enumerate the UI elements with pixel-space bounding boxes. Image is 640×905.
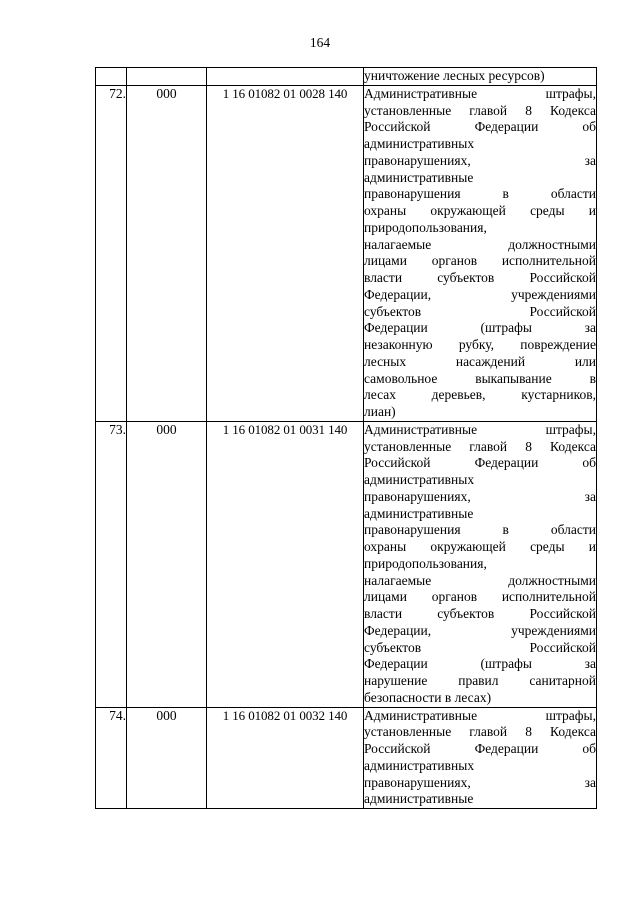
income-name-line: административные bbox=[364, 791, 474, 807]
row-number: 74. bbox=[96, 707, 127, 809]
income-name-line: безопасности в лесах) bbox=[364, 689, 492, 705]
income-name-line: Административные штрафы, bbox=[364, 707, 596, 723]
income-name-line: Федерации (штрафы за bbox=[364, 320, 596, 336]
admin-code: 000 bbox=[127, 421, 207, 707]
income-name-line: Российской Федерации об bbox=[364, 455, 596, 471]
income-name-line: власти субъектов Российской bbox=[364, 606, 596, 621]
admin-code: 000 bbox=[127, 85, 207, 421]
income-name-line: правонарушениях, за bbox=[364, 152, 596, 168]
income-name-line: лицами органов исполнительной bbox=[364, 589, 596, 605]
income-name-line: власти субъектов Российской bbox=[364, 270, 596, 285]
income-name-line: административных bbox=[364, 136, 475, 151]
table-row bbox=[96, 421, 597, 707]
income-name bbox=[364, 85, 597, 421]
row-number: 72. bbox=[96, 85, 127, 421]
income-name-line: налагаемые должностными bbox=[364, 572, 596, 588]
income-name-line: незаконную рубку, повреждение bbox=[364, 337, 596, 352]
income-name-line: Российской Федерации об bbox=[364, 741, 596, 756]
income-name-line: субъектов Российской bbox=[364, 303, 596, 319]
income-name-line: административные bbox=[364, 169, 474, 185]
row-number bbox=[96, 68, 127, 86]
income-name-line: установленные главой 8 Кодекса bbox=[364, 438, 596, 454]
income-name-line: Административные штрафы, bbox=[364, 85, 596, 101]
table-row bbox=[96, 707, 597, 809]
income-name-line: правонарушения в области bbox=[364, 522, 596, 538]
income-name-line: Федерации, учреждениями bbox=[364, 622, 596, 638]
income-name-line: самовольное выкапывание в bbox=[364, 370, 596, 386]
income-name-line: налагаемые должностными bbox=[364, 236, 596, 252]
admin-code: 000 bbox=[127, 707, 207, 809]
income-name-line: Федерации, учреждениями bbox=[364, 286, 596, 302]
income-name-line: нарушение правил санитарной bbox=[364, 673, 596, 688]
income-name bbox=[364, 421, 597, 707]
page-number: 164 bbox=[309, 35, 331, 50]
income-name-line: правонарушения в области bbox=[364, 186, 596, 202]
kbk-code: 1 16 01082 01 0032 140 bbox=[207, 707, 364, 809]
income-name-line: лиан) bbox=[364, 404, 396, 419]
table-row bbox=[96, 85, 597, 421]
row-number: 73. bbox=[96, 421, 127, 707]
admin-code bbox=[127, 68, 207, 86]
income-name-line: охраны окружающей среды и bbox=[364, 539, 596, 554]
kbk-code bbox=[207, 68, 364, 86]
budget-classification-table bbox=[95, 67, 597, 809]
income-name-line: Административные штрафы, bbox=[364, 421, 596, 437]
income-name bbox=[364, 707, 597, 809]
table-row-continued bbox=[96, 68, 597, 86]
income-name-line: лесных насаждений или bbox=[364, 353, 596, 369]
income-name-line: установленные главой 8 Кодекса bbox=[364, 724, 596, 740]
income-name-line: лицами органов исполнительной bbox=[364, 253, 596, 269]
income-name-line: установленные главой 8 Кодекса bbox=[364, 102, 596, 118]
income-name-line: Российской Федерации об bbox=[364, 119, 596, 135]
income-name-line: правонарушениях, за bbox=[364, 774, 596, 790]
kbk-code: 1 16 01082 01 0031 140 bbox=[207, 421, 364, 707]
income-name-line: уничтожение лесных ресурсов) bbox=[364, 68, 545, 83]
income-name-line: административных bbox=[364, 757, 475, 773]
income-name-line: правонарушениях, за bbox=[364, 488, 596, 504]
income-name-line: природопользования, bbox=[364, 219, 487, 235]
income-name-line: административные bbox=[364, 505, 474, 521]
income-name-line: природопользования, bbox=[364, 555, 487, 571]
income-name-line: административных bbox=[364, 472, 475, 487]
income-name-line: Федерации (штрафы за bbox=[364, 656, 596, 672]
table-body bbox=[96, 68, 597, 809]
kbk-code: 1 16 01082 01 0028 140 bbox=[207, 85, 364, 421]
income-name-line: лесах деревьев, кустарников, bbox=[364, 387, 596, 403]
income-name-line: охраны окружающей среды и bbox=[364, 203, 596, 218]
income-name bbox=[364, 68, 597, 86]
income-name-line: субъектов Российской bbox=[364, 639, 596, 655]
